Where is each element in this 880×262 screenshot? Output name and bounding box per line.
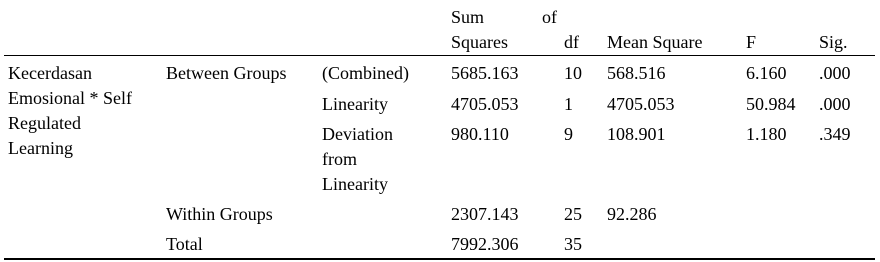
table-cell-ss: 2307.143 <box>451 204 519 224</box>
table-cell-sig: .000 <box>819 94 851 114</box>
table-cell-df: 9 <box>564 124 573 144</box>
table-cell-ss: 4705.053 <box>451 94 519 114</box>
table-row-group: Total <box>166 234 203 254</box>
table-row-sub-line1: Deviation <box>322 124 393 144</box>
table-cell-f: 1.180 <box>746 124 787 144</box>
table-cell-df: 35 <box>564 234 582 254</box>
table-cell-ms: 108.901 <box>607 124 666 144</box>
table-cell-ss: 7992.306 <box>451 234 519 254</box>
table-row-sub: (Combined) <box>322 63 409 83</box>
table-cell-df: 1 <box>564 94 573 114</box>
row-label-line4: Learning <box>8 138 73 158</box>
row-label-line1: Kecerdasan <box>8 63 92 83</box>
table-row-group: Between Groups <box>166 63 287 83</box>
table-cell-df: 10 <box>564 63 582 83</box>
table-row-sub-line3: Linearity <box>322 174 388 194</box>
table-cell-df: 25 <box>564 204 582 224</box>
table-cell-sig: .349 <box>819 124 851 144</box>
header-sig: Sig. <box>819 32 848 52</box>
bottom-rule <box>4 258 875 260</box>
table-row-group: Within Groups <box>166 204 273 224</box>
header-df: df <box>564 32 579 52</box>
row-label-line2: Emosional * Self <box>8 88 132 108</box>
header-sum-bottom: Squares <box>451 32 508 52</box>
header-mean-square: Mean Square <box>607 32 703 52</box>
row-label-line3: Regulated <box>8 113 81 133</box>
table-row-sub: Linearity <box>322 94 388 114</box>
table-cell-ss: 980.110 <box>451 124 509 144</box>
header-rule <box>4 55 875 56</box>
table-row-sub-line2: from <box>322 149 357 169</box>
table-cell-sig: .000 <box>819 63 851 83</box>
table-cell-ms: 92.286 <box>607 204 657 224</box>
table-cell-f: 6.160 <box>746 63 787 83</box>
table-cell-f: 50.984 <box>746 94 796 114</box>
header-sum-of: of <box>542 7 557 27</box>
table-cell-ms: 4705.053 <box>607 94 675 114</box>
table-cell-ms: 568.516 <box>607 63 666 83</box>
header-sum-top: Sum <box>451 7 485 27</box>
table-cell-ss: 5685.163 <box>451 63 519 83</box>
header-f: F <box>746 32 757 52</box>
